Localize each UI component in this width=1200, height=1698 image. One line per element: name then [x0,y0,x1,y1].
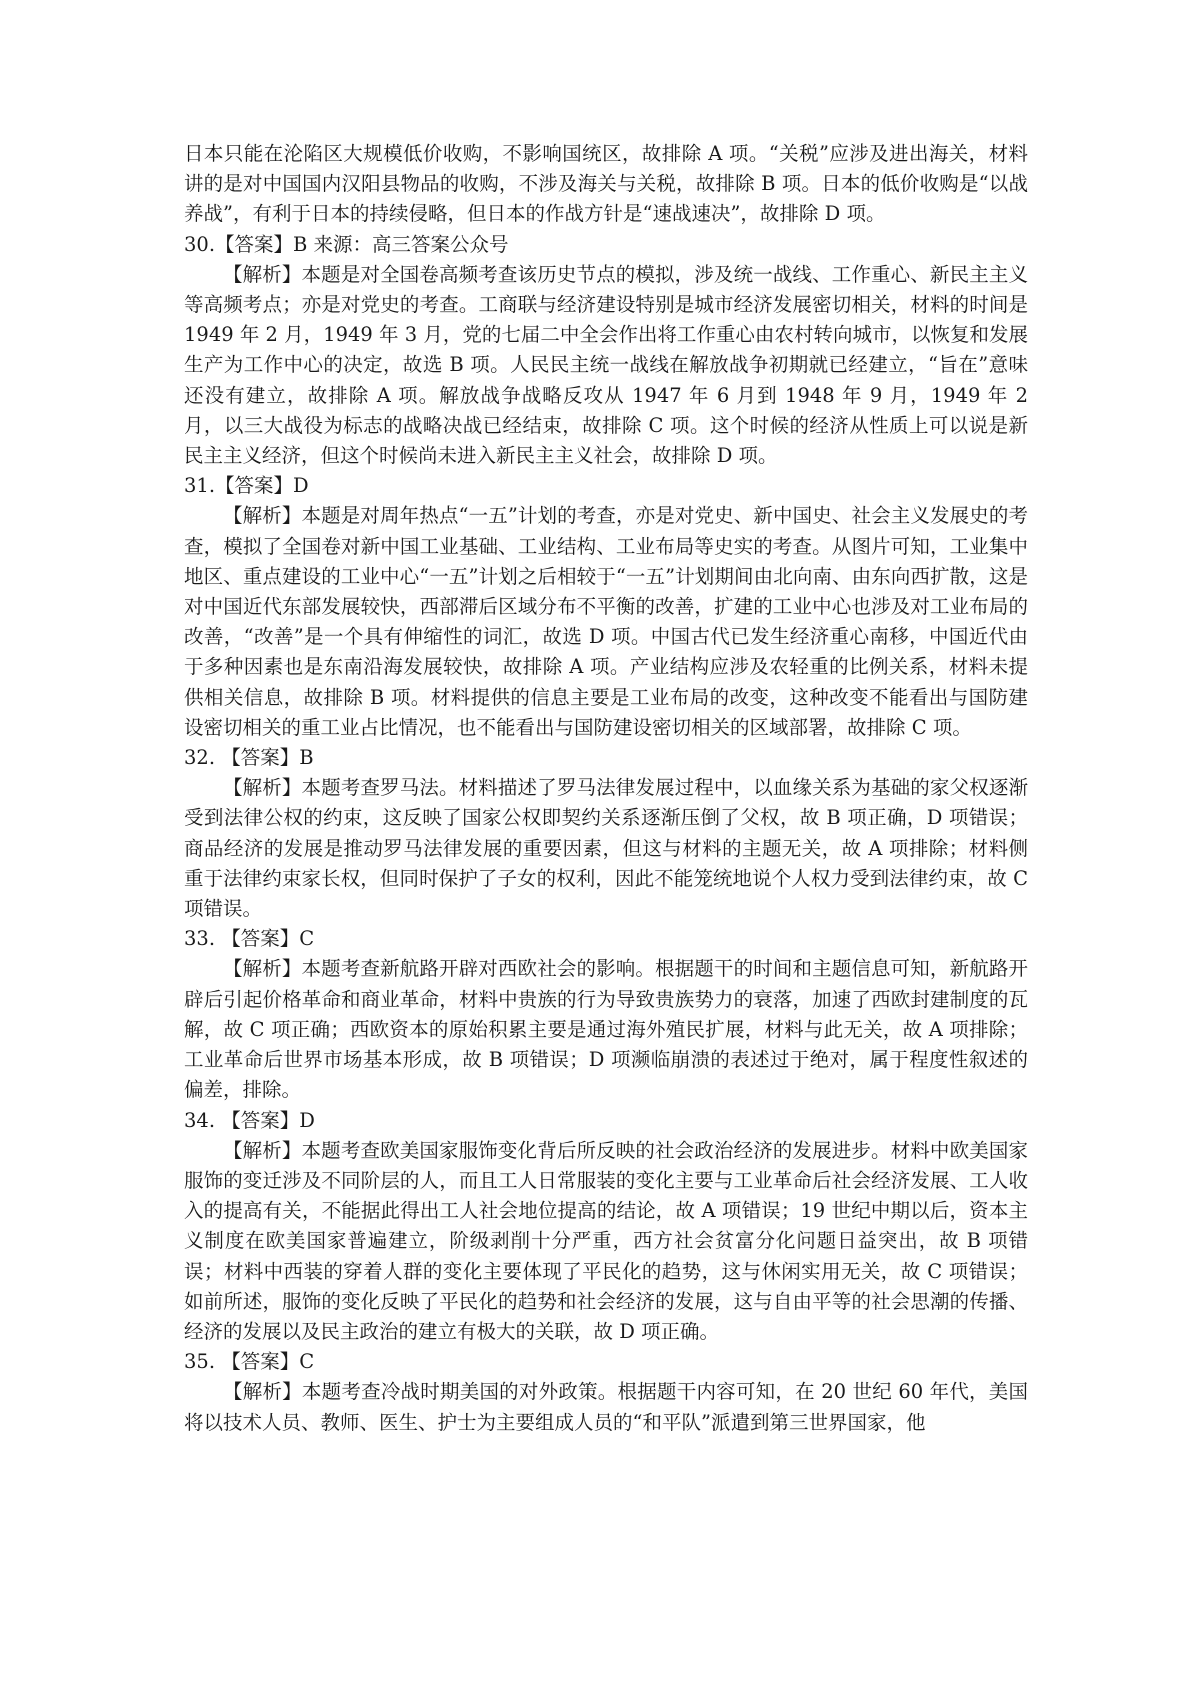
analysis-paragraph: 【解析】本题考查罗马法。材料描述了罗马法律发展过程中，以血缘关系为基础的家父权逐渐受到法律公权的约束，这反映了国家公权即契约关系逐渐压倒了父权，故 B 项正确，D 项错误；商品经济的发展是推动罗马法律发展的重要因素，但这与材料的主题无关，故 A 项排除；材料侧重于法律约束家长权，但同时保护了子女的权利，因此不能笼统地说个人权力受到法律约束，故 C 项错误。 [184,776,1028,921]
answer-line: 34. 【答案】D [184,1108,315,1132]
document-page [184,139,1028,1438]
analysis-paragraph: 【解析】本题是对全国卷高频考查该历史节点的模拟，涉及统一战线、工作重心、新民主主义等高频考点；亦是对党史的考查。工商联与经济建设特别是城市经济发展密切相关，材料的时间是 1949 年 2 月，1949 年 3 月，党的七届二中全会作出将工作重心由农村转向城市，以恢复和发展生产为工作中心的决定，故选 B 项。人民民主统一战线在解放战争初期就已经建立，“旨在”意味还没有建立，故排除 A 项。解放战争战略反攻从 1947 年 6 月到 1948 年 9 月，1949 年 2 月，以三大战役为标志的战略决战已经结束，故排除 C 项。这个时候的经济从性质上可以说是新民主主义经济，但这个时候尚未进入新民主主义社会，故排除 D 项。 [184,262,1028,468]
answer-item-34 [184,1106,1028,1348]
answer-item-33 [184,924,1028,1105]
answer-line: 33. 【答案】C [184,927,315,951]
answer-item-31 [184,471,1028,743]
answer-line: 35. 【答案】C [184,1350,315,1374]
answer-line: 30.【答案】B 来源：高三答案公众号 [184,232,509,256]
analysis-paragraph: 【解析】本题是对周年热点“一五”计划的考查，亦是对党史、新中国史、社会主义发展史的考查，模拟了全国卷对新中国工业基础、工业结构、工业布局等史实的考查。从图片可知，工业集中地区、重点建设的工业中心“一五”计划之后相较于“一五”计划期间由北向南、由东向西扩散，这是对中国近代东部发展较快，西部滞后区域分布不平衡的改善，扩建的工业中心也涉及对工业布局的改善，“改善”是一个具有伸缩性的词汇，故选 D 项。中国古代已发生经济重心南移，中国近代由于多种因素也是东南沿海发展较快，故排除 A 项。产业结构应涉及农轻重的比例关系，材料未提供相关信息，故排除 B 项。材料提供的信息主要是工业布局的改变，这种改变不能看出与国防建设密切相关的重工业占比情况，也不能看出与国防建设密切相关的区域部署，故排除 C 项。 [184,504,1028,739]
answer-line: 32. 【答案】B [184,746,314,770]
answer-line: 31.【答案】D [184,474,309,498]
analysis-paragraph: 【解析】本题考查欧美国家服饰变化背后所反映的社会政治经济的发展进步。材料中欧美国家服饰的变迁涉及不同阶层的人，而且工人日常服装的变化主要与工业革命后社会经济发展、工人收入的提高有关，不能据此得出工人社会地位提高的结论，故 A 项错误；19 世纪中期以后，资本主义制度在欧美国家普遍建立，阶级剥削十分严重，西方社会贫富分化问题日益突出，故 B 项错误；材料中西装的穿着人群的变化主要体现了平民化的趋势，这与休闲实用无关，故 C 项错误；如前所述，服饰的变化反映了平民化的趋势和社会经济的发展，这与自由平等的社会思潮的传播、经济的发展以及民主政治的建立有极大的关联，故 D 项正确。 [184,1138,1028,1343]
intro-paragraph: 日本只能在沦陷区大规模低价收购，不影响国统区，故排除 A 项。“关税”应涉及进出海关，材料讲的是对中国国内汉阳县物品的收购，不涉及海关与关税，故排除 B 项。日本的低价收购是“以战养战”，有利于日本的持续侵略，但日本的作战方针是“速战速决”，故排除 D 项。 [184,142,1028,226]
analysis-paragraph: 【解析】本题考查新航路开辟对西欧社会的影响。根据题干的时间和主题信息可知，新航路开辟后引起价格革命和商业革命，材料中贵族的行为导致贵族势力的衰落，加速了西欧封建制度的瓦解，故 C 项正确；西欧资本的原始积累主要是通过海外殖民扩展，材料与此无关，故 A 项排除；工业革命后世界市场基本形成，故 B 项错误；D 项濒临崩溃的表述过于绝对，属于程度性叙述的偏差，排除。 [184,957,1028,1102]
answer-item-30 [184,230,1028,472]
answer-item-35 [184,1347,1028,1438]
analysis-paragraph: 【解析】本题考查冷战时期美国的对外政策。根据题干内容可知，在 20 世纪 60 年代，美国将以技术人员、教师、医生、护士为主要组成人员的“和平队”派遣到第三世界国家，他 [184,1380,1028,1434]
answer-item-32 [184,743,1028,924]
